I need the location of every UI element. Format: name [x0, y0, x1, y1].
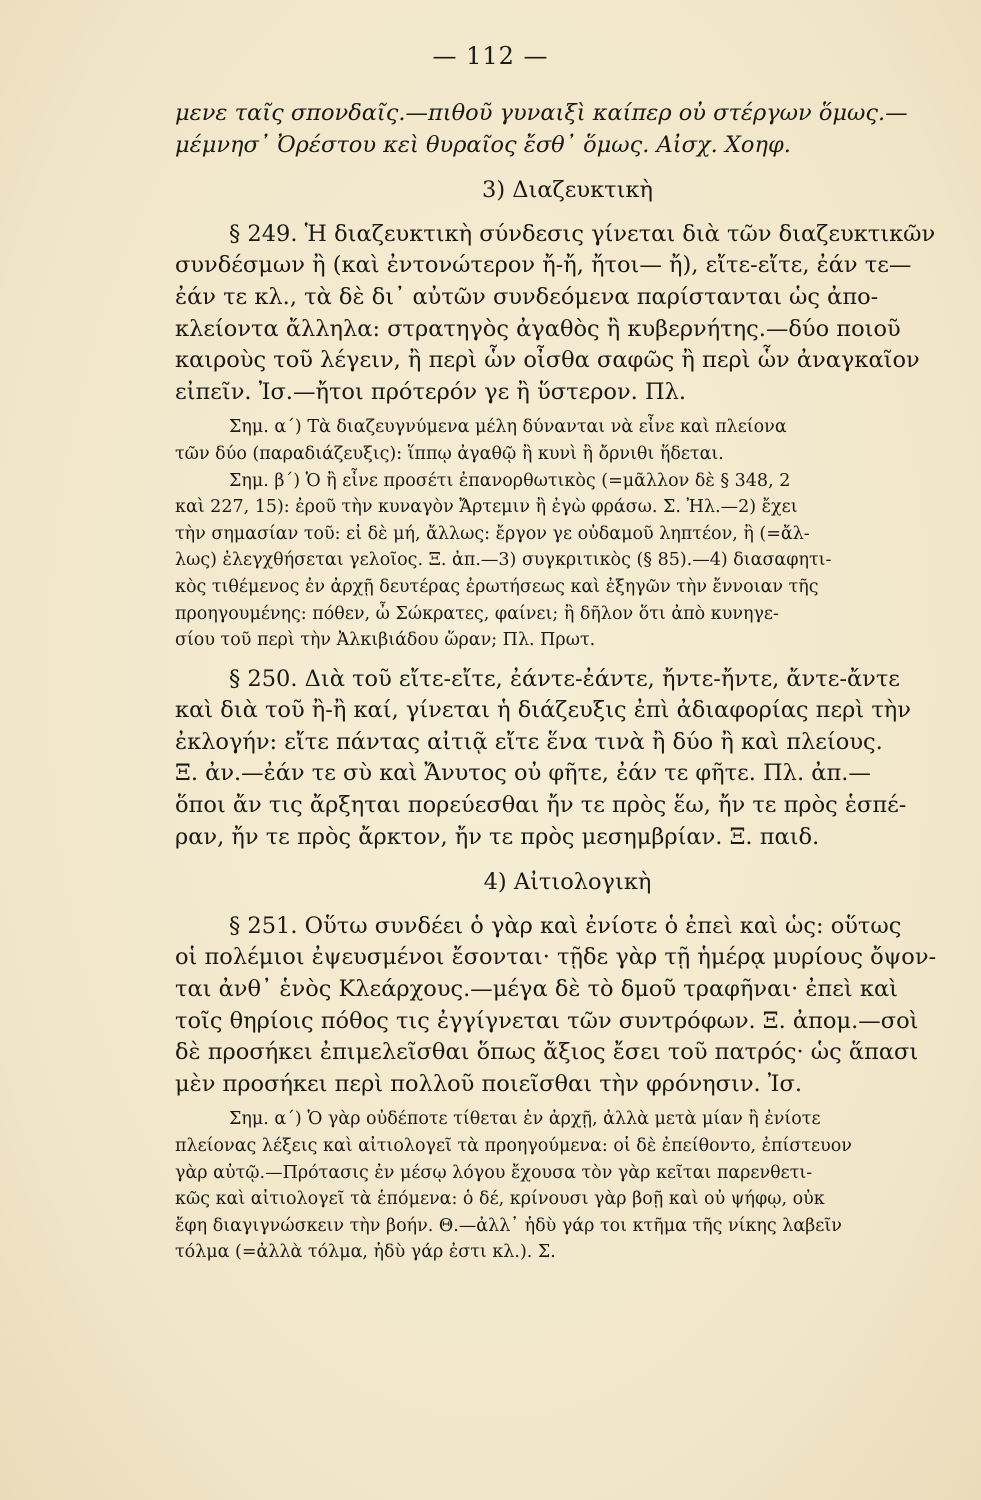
section-heading-disjunctive: 3) Διαζευκτικὴ — [482, 177, 653, 204]
notes-251 — [175, 1106, 960, 1266]
section-heading-causal: 4) Αἰτιολογικὴ — [483, 869, 652, 896]
text-line: ἐάν τε κλ., τὰ δὲ δι᾽ αὐτῶν συνδεόμενα παρίστανται ὡς ἀπο- — [175, 283, 879, 310]
text-line: ἐκλογήν: εἴτε πάντας αἰτιᾷ εἴτε ἕνα τινὰ ἢ δύο ἢ καὶ πλείους. — [175, 728, 883, 755]
section-251 — [175, 911, 960, 1101]
note-line: Σημ. β΄) Ὁ ἢ εἶνε προσέτι ἐπανορθωτικὸς (=μᾶλλον δὲ § 348, 2 — [229, 470, 791, 491]
note-line: Σημ. α΄) Τὰ διαζευγνύμενα μέλη δύνανται νὰ εἶνε καὶ πλείονα — [229, 417, 787, 438]
note-line: κῶς καὶ αἰτιολογεῖ τὰ ἑπόμενα: ὁ δέ, κρίνουσι γὰρ βοῇ καὶ οὐ ψήφῳ, οὐκ — [175, 1189, 825, 1210]
text-line: ται ἀνθ᾽ ἑνὸς Κλεάρχους.—μέγα δὲ τὸ δμοῦ τραφῆναι· ἐπεὶ καὶ — [175, 976, 898, 1003]
note-line: λως) ἐλεγχθήσεται γελοῖος. Ξ. ἀπ.—3) συγκριτικὸς (§ 85).—4) διασαφητι- — [175, 550, 832, 571]
text-line: συνδέσμων ἢ (καὶ ἐντονώτερον ἤ-ἤ, ἤτοι— ἤ), εἴτε-εἴτε, ἐάν τε— — [175, 252, 912, 279]
page-number: — 112 — — [432, 42, 549, 70]
note-line: προηγουμένης: πόθεν, ὦ Σώκρατες, φαίνει; ἢ δῆλον ὅτι ἀπὸ κυνηγε- — [175, 603, 779, 624]
section-249 — [175, 219, 960, 409]
section-250 — [175, 664, 960, 854]
text-line: καιροὺς τοῦ λέγειν, ἢ περὶ ὧν οἶσθα σαφῶς ἢ περὶ ὧν ἀναγκαῖον — [175, 347, 920, 374]
note-line: ἔφη διαγιγνώσκειν τὴν βοήν. Θ.—ἀλλ᾽ ἡδὺ γάρ τοι κτῆμα τῆς νίκης λαβεῖν — [175, 1215, 842, 1236]
note-line: σίου τοῦ περὶ τὴν Ἀλκιβιάδου ὥραν; Πλ. Πρωτ. — [175, 630, 596, 651]
text-line: τοῖς θηρίοις πόθος τις ἐγγίγνεται τῶν συντρόφων. Ξ. ἀπομ.—σοὶ — [175, 1007, 919, 1034]
text-line: § 250. Διὰ τοῦ εἴτε-εἴτε, ἐάντε-ἐάντε, ἤντε-ἤντε, ἄντε-ἄντε — [229, 665, 900, 692]
text-line: § 251. Οὕτω συνδέει ὁ γὰρ καὶ ἐνίοτε ὁ ἐπεὶ καὶ ὡς: οὕτως — [229, 912, 902, 939]
text-line: κλείοντα ἄλληλα: στρατηγὸς ἀγαθὸς ἢ κυβερνήτης.—δύο ποιοῦ — [175, 315, 901, 342]
text-line: ὅποι ἄν τις ἄρξηται πορεύεσθαι ἤν τε πρὸς ἕω, ἤν τε πρὸς ἑσπέ- — [175, 792, 907, 819]
text-line: μέμνησ᾽ Ὀρέστου κεὶ θυραῖος ἔσθ᾽ ὅμως. Αἰσχ. Χοηφ. — [175, 131, 791, 158]
text-line: μὲν προσήκει περὶ πολλοῦ ποιεῖσθαι τὴν φρόνησιν. Ἰσ. — [175, 1070, 803, 1097]
text-line: ραν, ἤν τε πρὸς ἄρκτον, ἤν τε πρὸς μεσημβρίαν. Ξ. παιδ. — [175, 823, 820, 850]
notes-249 — [175, 414, 960, 653]
text-line: καὶ διὰ τοῦ ἢ-ἢ καί, γίνεται ἡ διάζευξις ἐπὶ ἀδιαφορίας περὶ τὴν — [175, 697, 911, 724]
note-line: τῶν δύο (παραδιάζευξις): ἵππῳ ἀγαθῷ ἢ κυνὶ ἢ ὄρνιθι ἥδεται. — [175, 443, 724, 464]
text-line: οἱ πολέμιοι ἐψευσμένοι ἔσονται· τῇδε γὰρ τῇ ἡμέρᾳ μυρίους ὄψον- — [175, 944, 937, 971]
note-line: Σημ. α΄) Ὁ γὰρ οὐδέποτε τίθεται ἐν ἀρχῇ, ἀλλὰ μετὰ μίαν ἢ ἐνίοτε — [229, 1109, 821, 1130]
text-line: δὲ προσήκει ἐπιμελεῖσθαι ὅπως ἄξιος ἔσει τοῦ πατρός· ὡς ἅπασι — [175, 1039, 919, 1066]
note-line: τόλμα (=ἀλλὰ τόλμα, ἡδὺ γάρ ἐστι κλ.). Σ. — [175, 1242, 556, 1263]
note-line: καὶ 227, 15): ἐροῦ τὴν κυναγὸν Ἄρτεμιν ἢ ἐγὼ φράσω. Σ. Ἠλ.—2) ἔχει — [175, 497, 798, 518]
page-content — [175, 98, 960, 1266]
text-line: Ξ. ἀν.—ἐάν τε σὺ καὶ Ἄνυτος οὐ φῆτε, ἐάν τε φῆτε. Πλ. ἀπ.— — [175, 760, 871, 787]
note-line: τὴν σημασίαν τοῦ: εἰ δὲ μή, ἄλλως: ἔργον γε οὐδαμοῦ ληπτέον, ἢ (=ἄλ- — [175, 523, 810, 544]
note-line: γὰρ αὐτῷ.—Πρότασις ἐν μέσῳ λόγου ἔχουσα τὸν γὰρ κεῖται παρενθετι- — [175, 1162, 813, 1183]
text-line: μενε ταῖς σπονδαῖς.—πιθοῦ γυναιξὶ καίπερ οὐ στέργων ὅμως.— — [175, 100, 908, 126]
text-line: εἰπεῖν. Ἰσ.—ἤτοι πρότερόν γε ἢ ὕστερον. Πλ. — [175, 378, 686, 405]
text-line: § 249. Ἡ διαζευκτικὴ σύνδεσις γίνεται διὰ τῶν διαζευκτικῶν — [229, 220, 936, 247]
note-line: κὸς τιθέμενος ἐν ἀρχῇ δευτέρας ἐρωτήσεως καὶ ἐξηγῶν τὴν ἔννοιαν τῆς — [175, 576, 819, 597]
note-line: πλείονας λέξεις καὶ αἰτιολογεῖ τὰ προηγούμενα: οἱ δὲ ἐπείθοντο, ἐπίστευον — [175, 1136, 852, 1156]
intro-quote — [175, 98, 960, 161]
